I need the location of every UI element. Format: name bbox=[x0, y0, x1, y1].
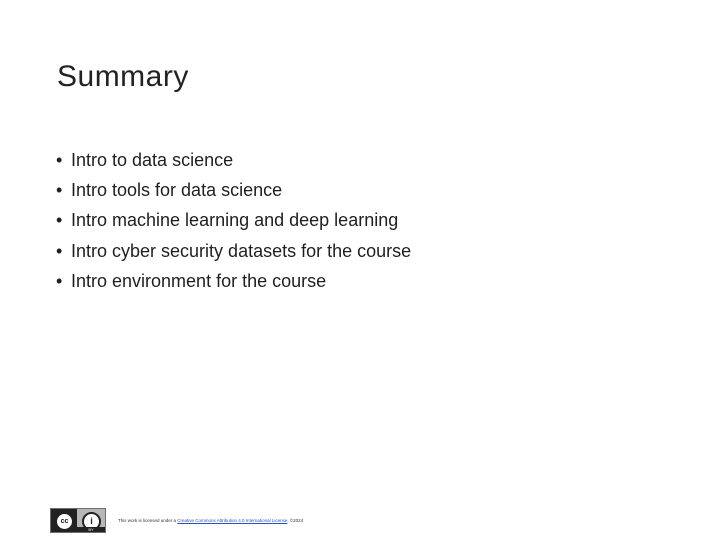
cc-license-badge[interactable] bbox=[50, 508, 106, 533]
bullet-list bbox=[56, 145, 411, 296]
bullet-dot: • bbox=[56, 180, 63, 201]
bullet-dot: • bbox=[56, 270, 63, 291]
bullet-item bbox=[56, 205, 411, 235]
bullet-item bbox=[56, 236, 411, 266]
bullet-dot: • bbox=[56, 240, 63, 261]
bullet-dot: • bbox=[56, 210, 63, 231]
attribution-icon: i bbox=[82, 512, 101, 531]
by-label: BY bbox=[77, 527, 105, 532]
bullet-item bbox=[56, 145, 411, 175]
footer-text-after: . ©2024 bbox=[287, 518, 304, 523]
bullet-text: Intro cyber security datasets for the course bbox=[71, 240, 412, 261]
license-footer bbox=[118, 518, 303, 523]
slide-title: Summary bbox=[57, 60, 189, 93]
bullet-text: Intro tools for data science bbox=[71, 180, 283, 201]
license-link[interactable]: Creative Commons Attribution 4.0 International License bbox=[177, 518, 288, 523]
bullet-item bbox=[56, 266, 411, 296]
bullet-text: Intro environment for the course bbox=[71, 270, 327, 291]
bullet-text: Intro to data science bbox=[71, 150, 234, 170]
footer-text-before: This work is licensed under a bbox=[118, 518, 178, 523]
cc-icon: cc bbox=[55, 512, 74, 531]
bullet-text: Intro machine learning and deep learning bbox=[71, 210, 399, 231]
bullet-dot: • bbox=[56, 150, 63, 170]
bullet-item bbox=[56, 175, 411, 205]
